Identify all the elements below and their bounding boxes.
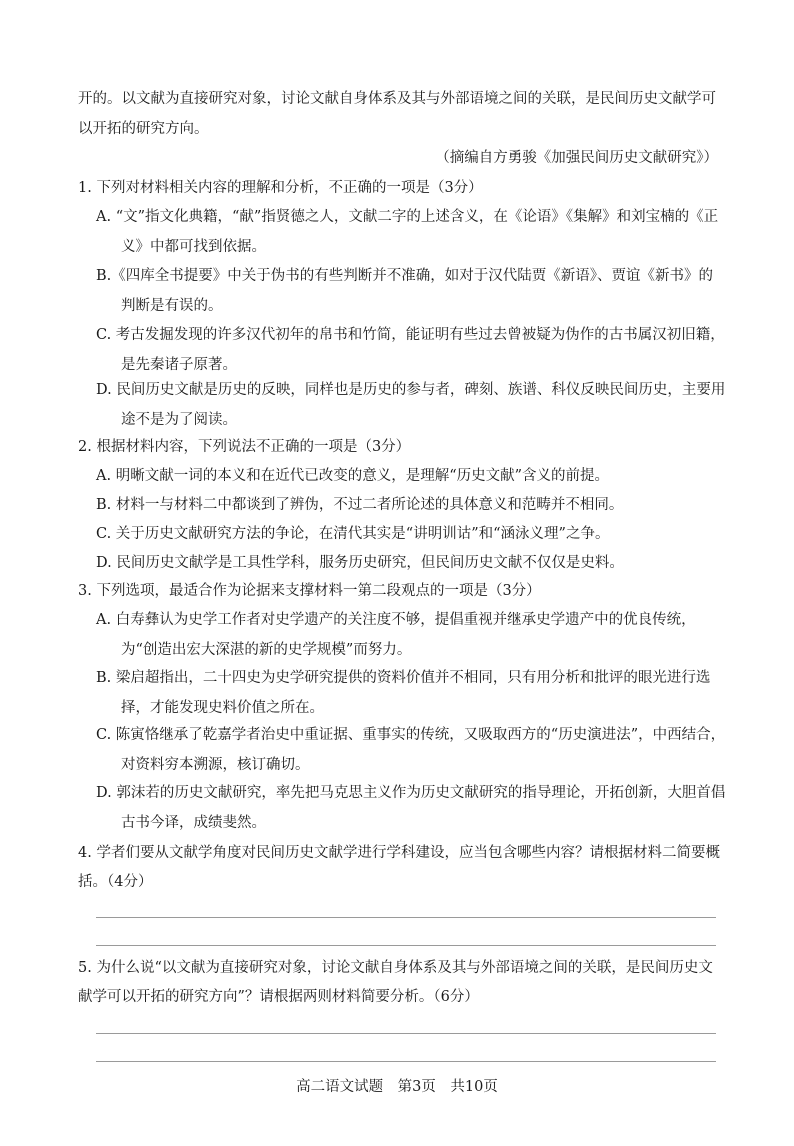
question-3-stem: 3. 下列选项，最适合作为论据来支撑材料一第二段观点的一项是（3分） [78, 583, 541, 599]
question-4-answer-line-2[interactable] [96, 945, 716, 946]
question-2-option-c: C. 关于历史文献研究方法的争论，在清代其实是“讲明训诂”和“涵泳义理”之争。 [96, 526, 610, 542]
question-5-answer-line-2[interactable] [96, 1061, 716, 1062]
question-1-option-b: B.《四库全书提要》中关于伪书的有些判断并不准确，如对于汉代陆贾《新语》、贾谊《新书》的判断是有误的。 [96, 268, 714, 314]
question-2-option-a: A. 明晰文献一词的本义和在近代已改变的意义，是理解“历史文献”含义的前提。 [96, 468, 610, 484]
page-footer: 高二语文试题 第3页 共10页 [296, 1079, 498, 1095]
question-3-option-a: A. 白寿彝认为史学工作者对史学遗产的关注度不够，提倡重视并继承史学遗产中的优良传统，为“创造出宏大深湛的新的史学规模”而努力。 [96, 612, 696, 658]
question-4-stem: 4. 学者们要从文献学角度对民间历史文献学进行学科建设，应当包含哪些内容？请根据材料二简要概括。（4分） [78, 845, 720, 890]
question-3-option-d: D. 郭沫若的历史文献研究，率先把马克思主义作为历史文献研究的指导理论，开拓创新，大胆首倡古书今译，成绩斐然。 [96, 785, 726, 831]
question-1-option-d: D. 民间历史文献是历史的反映，同样也是历史的参与者，碑刻、族谱、科仪反映民间历史，主要用途不是为了阅读。 [96, 382, 726, 428]
question-1-option-a: A. “文”指文化典籍，“献”指贤德之人，文献二字的上述含义，在《论语》《集解》和刘宝楠的《正义》中都可找到依据。 [96, 209, 719, 255]
intro-paragraph: 开的。以文献为直接研究对象，讨论文献自身体系及其与外部语境之间的关联，是民间历史文献学可以开拓的研究方向。 [78, 91, 716, 137]
question-2-option-b: B. 材料一与材料二中都谈到了辨伪，不过二者所论述的具体意义和范畴并不相同。 [96, 497, 624, 513]
question-1-stem: 1. 下列对材料相关内容的理解和分析，不正确的一项是（3分） [78, 180, 483, 196]
question-2-stem: 2. 根据材料内容，下列说法不正确的一项是（3分） [78, 439, 411, 455]
question-2-option-d: D. 民间历史文献学是工具性学科，服务历史研究，但民间历史文献不仅仅是史料。 [96, 555, 624, 571]
question-1-option-c: C. 考古发掘发现的许多汉代初年的帛书和竹简，能证明有些过去曾被疑为伪作的古书属汉初旧籍，是先秦诸子原著。 [96, 327, 725, 373]
question-5-stem: 5. 为什么说“以文献为直接研究对象，讨论文献自身体系及其与外部语境之间的关联，是民间历史文献学可以开拓的研究方向”？请根据两则材料简要分析。（6分） [78, 960, 713, 1005]
question-3-option-c: C. 陈寅恪继承了乾嘉学者治史中重证据、重事实的传统，又吸取西方的“历史演进法”，中西结合，对资料穷本溯源，核订确切。 [96, 727, 726, 773]
question-3-option-b: B. 梁启超指出，二十四史为史学研究提供的资料价值并不相同，只有用分析和批评的眼光进行选择，才能发现史料价值之所在。 [96, 670, 711, 716]
question-5-answer-line-1[interactable] [96, 1033, 716, 1034]
source-citation: （摘编自方勇骏《加强民间历史文献研究》） [435, 150, 718, 166]
question-4-answer-line-1[interactable] [96, 917, 716, 918]
